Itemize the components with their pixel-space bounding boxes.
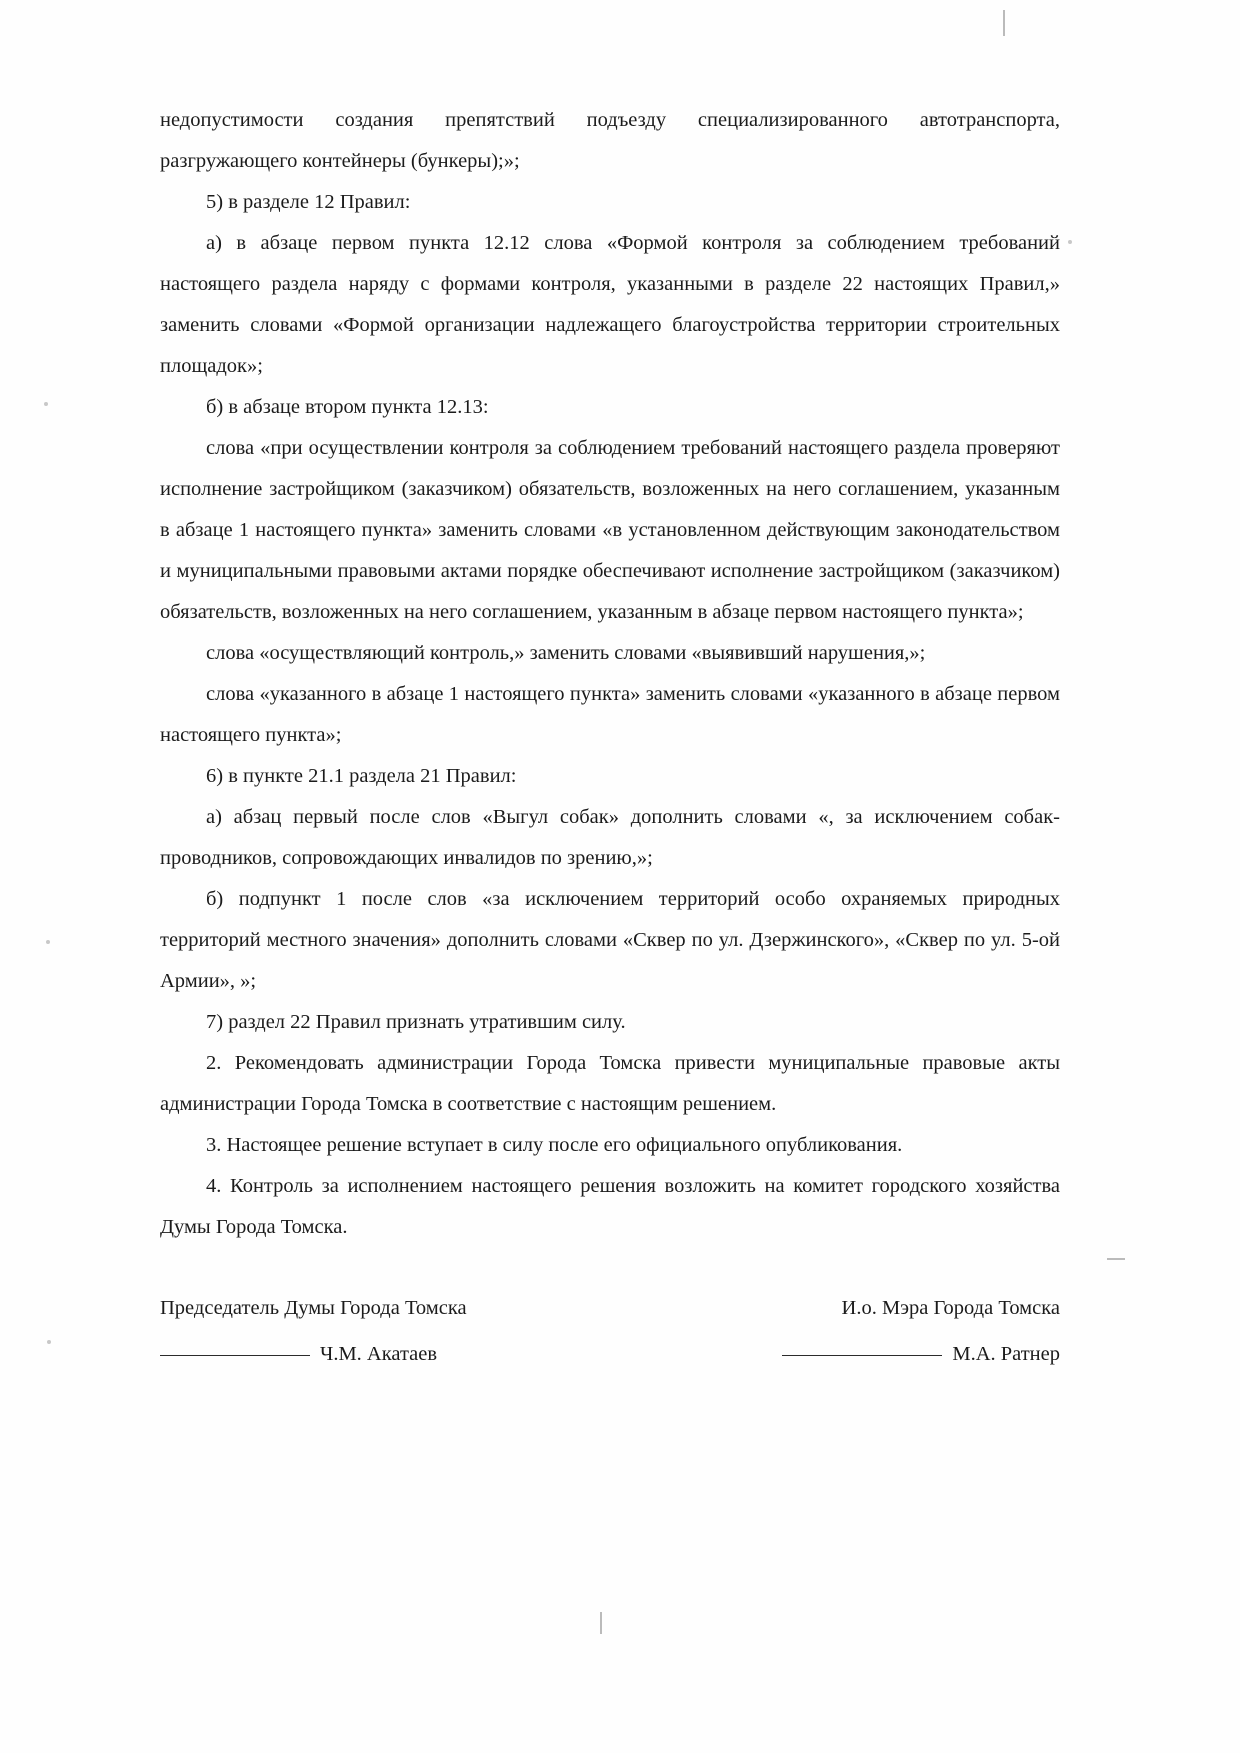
- paragraph-item-5b-words-1: слова «при осуществлении контроля за соблюдением требований настоящего раздела проверяют исполнение застройщиком (заказчиком) обязательств, возложенных на него соглашением, указанным в абзаце 1 настоящего пункта» заменить словами «в установленном действующим законодательством и муниципальными правовыми актами порядке обеспечивают исполнение застройщиком (заказчиком) обязательств, возложенных на него соглашением, указанным в абзаце первом настоящего пункта»;: [160, 437, 1060, 623]
- scan-speck-left-1: [44, 402, 48, 406]
- paragraph-item-5b-words-2: слова «осуществляющий контроль,» заменить словами «выявивший нарушения,»;: [206, 642, 926, 664]
- scan-mark-top-right: [1003, 10, 1005, 36]
- scan-speck-right-1: [1068, 240, 1072, 244]
- signature-left-line: [160, 1334, 437, 1374]
- signature-block: [160, 1288, 1060, 1374]
- signature-right-title: И.о. Мэра Города Томска: [841, 1297, 1060, 1319]
- paragraph-item-6a: а) абзац первый после слов «Выгул собак» дополнить словами «, за исключением собак-проводников, сопровождающих инвалидов по зрению,»;: [160, 806, 1060, 869]
- paragraph-item-6: 6) в пункте 21.1 раздела 21 Правил:: [206, 765, 517, 787]
- document-body: [160, 100, 1060, 1248]
- paragraph-item-7: 7) раздел 22 Правил признать утратившим силу.: [206, 1011, 626, 1033]
- signature-right-rule: [782, 1355, 942, 1356]
- paragraph-item-3: 3. Настоящее решение вступает в силу после его официального опубликования.: [206, 1134, 903, 1156]
- scan-speck-left-3: [47, 1340, 51, 1344]
- paragraph-item-6b: б) подпункт 1 после слов «за исключением территорий особо охраняемых природных территорий местного значения» дополнить словами «Сквер по ул. Дзержинского», «Сквер по ул. 5-ой Армии», »;: [160, 888, 1060, 992]
- signature-left-title: Председатель Думы Города Томска: [160, 1297, 467, 1319]
- signature-right-line: [782, 1334, 1060, 1374]
- signature-left-rule: [160, 1355, 310, 1356]
- scan-mark-right-2: [1107, 1258, 1125, 1260]
- signature-right-name: М.А. Ратнер: [952, 1343, 1060, 1365]
- paragraph-item-5: 5) в разделе 12 Правил:: [206, 191, 411, 213]
- signature-left-name: Ч.М. Акатаев: [320, 1343, 438, 1365]
- paragraph-item-2: 2. Рекомендовать администрации Города Томска привести муниципальные правовые акты администрации Города Томска в соответствие с настоящим решением.: [160, 1052, 1060, 1115]
- scan-speck-left-2: [46, 940, 50, 944]
- paragraph-item-5a: а) в абзаце первом пункта 12.12 слова «Формой контроля за соблюдением требований настоящего раздела наряду с формами контроля, указанными в разделе 22 настоящих Правил,» заменить словами «Формой организации надлежащего благоустройства территории строительных площадок»;: [160, 232, 1060, 377]
- paragraph-item-5b: б) в абзаце втором пункта 12.13:: [206, 396, 489, 418]
- paragraph-continuation: недопустимости создания препятствий подъезду специализированного автотранспорта, разгружающего контейнеры (бункеры);»;: [160, 109, 1060, 172]
- paragraph-item-4: 4. Контроль за исполнением настоящего решения возложить на комитет городского хозяйства Думы Города Томска.: [160, 1175, 1060, 1238]
- scan-mark-bottom: [600, 1612, 602, 1634]
- paragraph-item-5b-words-3: слова «указанного в абзаце 1 настоящего пункта» заменить словами «указанного в абзаце первом настоящего пункта»;: [160, 683, 1060, 746]
